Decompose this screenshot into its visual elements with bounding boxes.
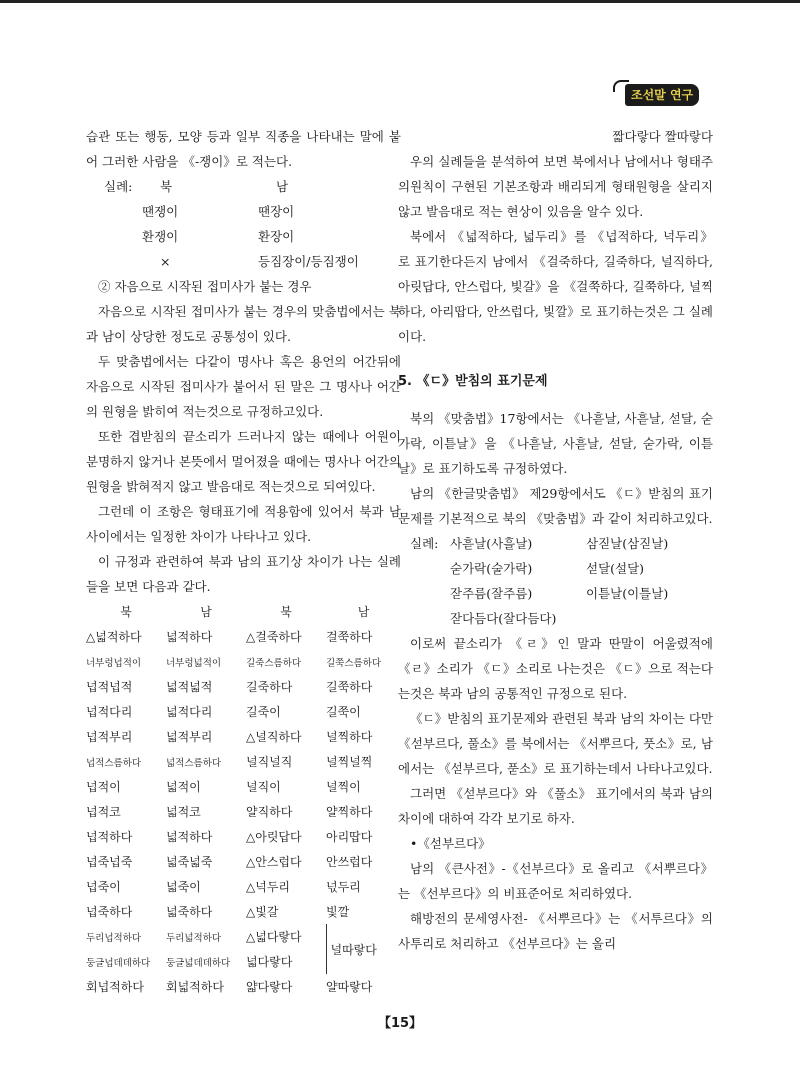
table-cell: 너부렁넓적이 (166, 657, 222, 669)
example-word: 섣달(설달) (586, 561, 645, 576)
table-cell: 길쭉스름하다 (326, 657, 382, 669)
table-cell: 길죽하다 (246, 680, 293, 694)
journal-logo (613, 78, 733, 114)
table-cell: 넓적하다 (166, 630, 213, 644)
logo-badge: 조선말 연구 (625, 84, 699, 106)
table-row (86, 774, 401, 799)
top-rule (0, 0, 800, 3)
table-cell: 길죽이 (246, 705, 281, 719)
example-list (86, 199, 401, 274)
table-cell: △안스럽다 (246, 855, 302, 869)
table-cell: 두리넙적하다 (86, 932, 142, 944)
table-cell: △널직하다 (246, 730, 302, 744)
example-col-north: 북 (160, 179, 173, 194)
right-column (398, 124, 713, 956)
example-row (398, 556, 713, 581)
example-row (86, 199, 401, 224)
right-paragraph-4: 남의 《한글맞춤법》 제29항에서도 《ㄷ》받침의 표기문제를 기본적으로 북의 《맞춤법》과 같이 처리하고있다. (398, 486, 713, 526)
table-row (86, 799, 401, 824)
example-col-south: 남 (276, 179, 289, 194)
table-cell: 얄직하다 (246, 805, 293, 819)
example-word: 삼짇날(삼짇날) (586, 536, 669, 551)
example-word: 잗다듬다(잘다듬다) (450, 611, 557, 626)
table-cell: 넙적코 (86, 805, 121, 819)
table-cell: 널직널직 (246, 755, 293, 769)
table-cell: 널직이 (246, 780, 281, 794)
example-word: 사흗날(사흘날) (450, 536, 533, 551)
example-south-word: 등짐장이/등짐쟁이 (258, 254, 359, 269)
section-heading: 5. 《ㄷ》받침의 표기문제 (398, 374, 548, 389)
right-paragraph-7: 그러면 《섣부르다》와 《풀소》 표기에서의 북과 남의 차이에 대하여 각각 보기로 하자. (398, 786, 713, 826)
table-cell: 넙적하다 (86, 830, 133, 844)
table-head-cell: 북 (280, 605, 292, 619)
table-cell: 널따랗다 (326, 924, 401, 974)
left-paragraph-4: 두 맞춤법에서는 다같이 명사나 혹은 용언의 어간뒤에 자음으로 시작된 접미사가 붙어서 된 말은 그 명사나 어간의 원형을 밝히여 적는것으로 규정하고있다. (86, 354, 401, 419)
right-paragraph-5: 이로써 끝소리가 《ㄹ》인 말과 딴말이 어울렸적에 《ㄹ》소리가 《ㄷ》소리로 나는것은 《ㄷ》으로 적는다는것은 북과 남의 공통적인 규정으로 된다. (398, 636, 713, 701)
table-cell: 넓죽이 (166, 880, 201, 894)
table-row (86, 899, 401, 924)
left-paragraph-5: 또한 겹받침의 끝소리가 드러나지 않는 때에나 어원이 분명하지 않거나 본뜻에서 멀어졌을 때에는 명사나 어간의 원형을 밝혀적지 않고 발음대로 적는것으로 되여있다. (86, 429, 401, 494)
example-row (86, 249, 401, 274)
right-paragraph-2: 북에서 《넓적하다, 넓두리》를 《넙적하다, 넉두리》로 표기한다든지 남에서 《걸죽하다, 길죽하다, 널직하다, 아릿답다, 안스럽다, 빛갈》을 《걸쭉하다, 길쭉하다, 널찍하다, 아리땁다, 안쓰럽다, 빛깔》로 표기하는것은 그 실례이다. (398, 229, 713, 344)
comparison-table (86, 599, 401, 999)
table-cell: 넓다랗다 (246, 955, 293, 969)
table-cell: 걸쭉하다 (326, 630, 373, 644)
example-word: 잗주름(잘주름) (450, 586, 533, 601)
table-row (86, 674, 401, 699)
example-label: 실례: (410, 536, 439, 551)
table-cell: 얄찍하다 (326, 805, 373, 819)
table-cell: 너부렁넙적이 (86, 657, 142, 669)
right-paragraph-1: 우의 실례들을 분석하여 보면 북에서나 남에서나 형태주의원칙이 구현된 기본조항과 배리되게 형태원형을 살리지 않고 발음대로 적는 현상이 있음을 알수 있다. (398, 154, 713, 219)
table-row (86, 974, 401, 999)
table-cell: 아리땁다 (326, 830, 373, 844)
table-cell: 넙적이 (86, 780, 121, 794)
table-cell: 넙적넙적 (86, 680, 133, 694)
page-number: 【15】 (377, 1016, 423, 1031)
example-word: 숟가락(술가락) (450, 561, 533, 576)
left-paragraph-6: 그런데 이 조항은 형태표기에 적용함에 있어서 북과 남사이에서는 일정한 차이가 나타나고 있다. (86, 504, 401, 544)
table-cell: 안쓰럽다 (326, 855, 373, 869)
example-row (86, 224, 401, 249)
example-row (398, 531, 713, 556)
table-cell: 얇다랗다 (246, 980, 293, 994)
table-cell: 넓적다리 (166, 705, 213, 719)
left-paragraph-1: 습관 또는 행동, 모양 등과 일부 직종을 나타내는 말에 붙어 그러한 사람을 《-쟁이》로 적는다. (86, 129, 401, 169)
table-row (86, 924, 401, 949)
table-row (86, 649, 401, 674)
example-label (398, 606, 450, 631)
right-paragraph-3: 북의 《맞춤법》17항에서는 《나흗날, 사흗날, 섣달, 숟가락, 이튿날》을 《나흗날, 사흗날, 섣달, 숟가락, 이튿날》로 표기하도록 규정하였다. (398, 411, 713, 476)
table-cell: 두리넓적하다 (166, 932, 222, 944)
comparison-table-header (86, 599, 401, 624)
example-row (398, 581, 713, 606)
right-paragraph-8: •《섣부르다》 (410, 836, 491, 851)
table-head-cell: 남 (357, 605, 370, 619)
example-north-word: 환쟁이 (142, 229, 179, 244)
left-paragraph-2: ② 자음으로 시작된 접미사가 붙는 경우 (98, 279, 312, 294)
left-column (86, 124, 401, 999)
table-cell: 넓죽하다 (166, 905, 213, 919)
left-paragraph-7: 이 규정과 관련하여 북과 남의 표기상 차이가 나는 실례들을 보면 다음과 같다. (86, 554, 401, 594)
right-paragraph-10: 해방전의 문세영사전- 《서뿌르다》는 《서투르다》의 사투리로 처리하고 《선부르다》는 올리 (398, 911, 713, 951)
table-cell: △넉두리 (246, 880, 291, 894)
table-cell: 빛깔 (326, 905, 350, 919)
example-north-word: 땐쟁이 (142, 204, 179, 219)
table-cell: 넓죽넓죽 (166, 855, 213, 869)
table-cell: 회넙적하다 (86, 980, 144, 994)
table-cell: 넙적스름하다 (86, 757, 142, 769)
left-paragraph-3: 자음으로 시작된 접미사가 붙는 경우의 맞춤법에서는 북과 남이 상당한 정도로 공통성이 있다. (86, 304, 401, 344)
example-label: 실례: (104, 179, 133, 194)
table-cell: 둥글넙데데하다 (86, 957, 151, 969)
example-word: 이튿날(이틀날) (586, 586, 669, 601)
table-row (86, 699, 401, 724)
table-cell: △넓다랗다 (246, 930, 302, 944)
right-paragraph-9: 남의 《큰사전》-《선부르다》로 올리고 《서뿌르다》는 《선부르다》의 비표준어로 처리하였다. (398, 861, 713, 901)
example-label (398, 556, 450, 581)
table-cell: 길쭉하다 (326, 680, 373, 694)
table-cell: △아릿답다 (246, 830, 302, 844)
table-cell: 넓적코 (166, 805, 201, 819)
table-row (86, 874, 401, 899)
table-cell: 넓적넓적 (166, 680, 213, 694)
table-cell: 넋두리 (326, 880, 361, 894)
example-north-word: × (160, 254, 171, 269)
table-cell: 넙적부리 (86, 730, 133, 744)
table-cell: 널찍이 (326, 780, 361, 794)
table-cell: △걸죽하다 (246, 630, 302, 644)
example-list-right (398, 531, 713, 631)
example-south-word: 땐장이 (258, 204, 295, 219)
table-row (86, 624, 401, 649)
table-row (86, 749, 401, 774)
example-row (398, 606, 713, 631)
table-cell: △넓적하다 (86, 630, 142, 644)
table-head-cell: 북 (120, 605, 132, 619)
table-cell: 넙적다리 (86, 705, 133, 719)
table-cell: 넓적하다 (166, 830, 213, 844)
table-cell: 얄따랗다 (326, 980, 373, 994)
table-cell: 둥글넓데데하다 (166, 957, 231, 969)
table-row (86, 824, 401, 849)
table-cell: 넓적이 (166, 780, 201, 794)
example-header-row (86, 174, 401, 199)
table-cell: 넙죽하다 (86, 905, 133, 919)
example-label (398, 581, 450, 606)
table-cell: 널찍널찍 (326, 755, 373, 769)
table-cell: 회넓적하다 (166, 980, 224, 994)
table-cell: 넙죽넙죽 (86, 855, 133, 869)
table-cell: 넙죽이 (86, 880, 121, 894)
right-top-line: 짧다랗다 짤따랗다 (612, 129, 713, 144)
table-cell: 넓적스름하다 (166, 757, 222, 769)
table-cell: 널찍하다 (326, 730, 373, 744)
table-cell: 길죽스름하다 (246, 657, 302, 669)
table-cell: △빛갈 (246, 905, 279, 919)
table-head-cell: 남 (200, 605, 212, 619)
right-paragraph-6: 《ㄷ》받침의 표기문제와 관련된 북과 남의 차이는 다만 《섣부르다, 풀소》를 북에서는 《서뿌르다, 풋소》로, 남에서는 《섣부르다, 푿소》로 표기하는데서 나타나고있다. (398, 711, 713, 776)
table-row (86, 849, 401, 874)
table-row (86, 724, 401, 749)
table-cell: 길쭉이 (326, 705, 361, 719)
table-cell: 넓적부리 (166, 730, 213, 744)
example-south-word: 환장이 (258, 229, 295, 244)
